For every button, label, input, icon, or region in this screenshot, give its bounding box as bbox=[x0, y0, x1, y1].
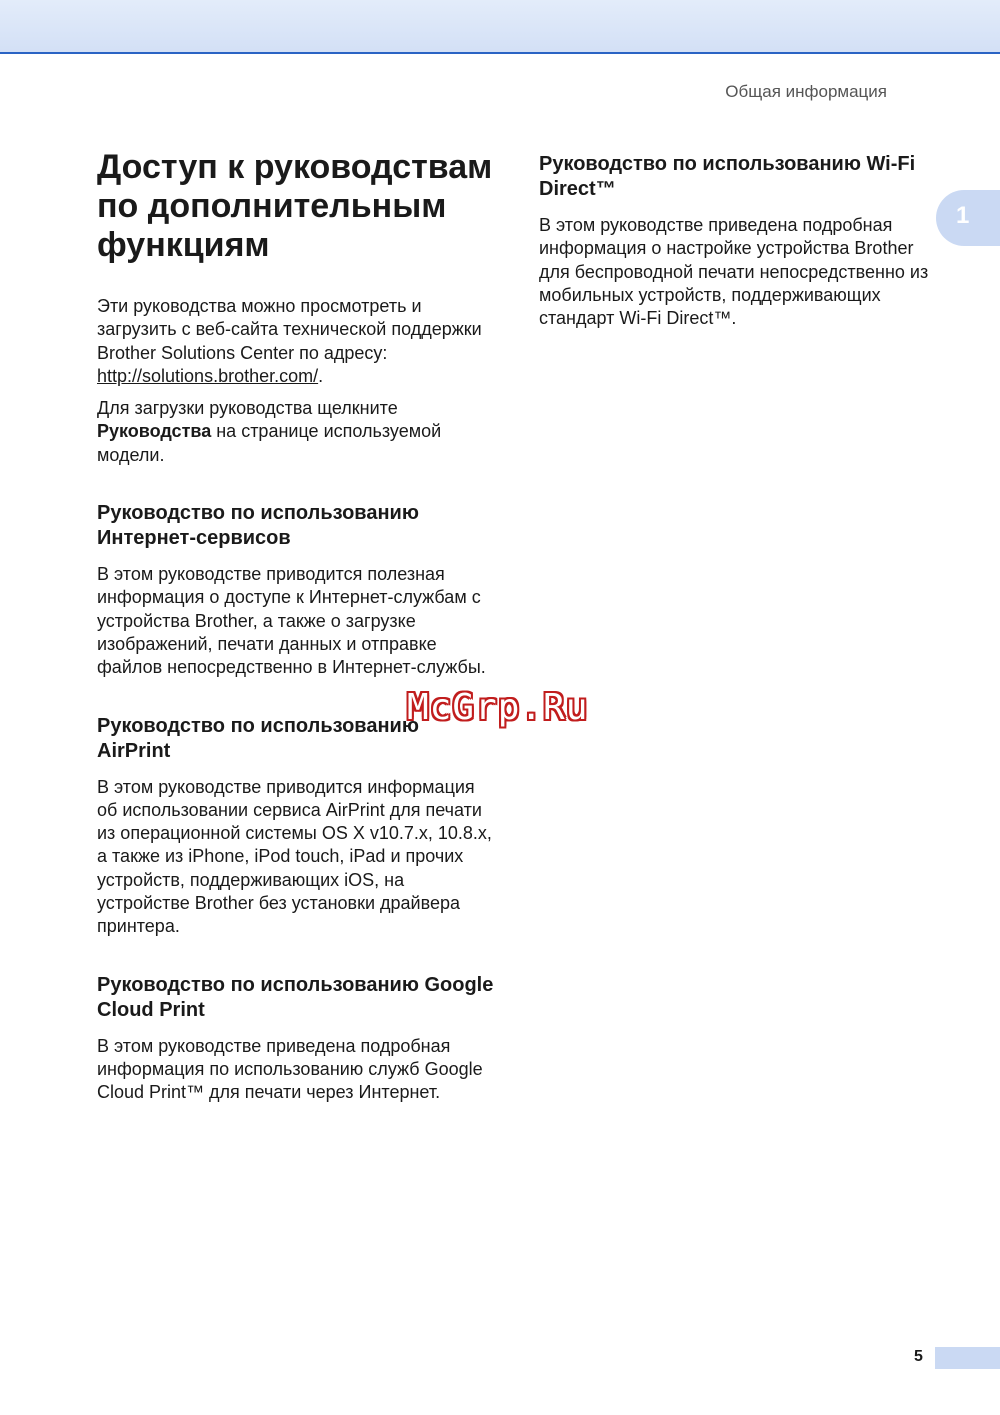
page-number-tab bbox=[935, 1347, 1000, 1369]
top-header-band bbox=[0, 0, 1000, 54]
section-heading: Руководство по использованию Google Cloud Print bbox=[97, 973, 494, 1021]
chapter-number: 1 bbox=[956, 202, 970, 229]
intro-paragraph-1 bbox=[97, 295, 497, 388]
manuals-bold-term: Руководства bbox=[97, 421, 212, 442]
section-web-connect bbox=[97, 501, 497, 679]
section-body: В этом руководстве приведена подробная информация о настройке устройства Brother для беспроводной печати непосредственно из мобильных устройств, поддерживающих стандарт Wi-Fi Direct™. bbox=[539, 215, 929, 329]
right-column bbox=[539, 152, 939, 339]
intro-text-end: на странице используемой модели. bbox=[97, 421, 442, 465]
section-heading: Руководство по использованию AirPrint bbox=[97, 714, 419, 762]
intro-text-end: . bbox=[318, 365, 324, 386]
chapter-tab bbox=[936, 190, 1000, 246]
section-heading: Руководство по использованию Интернет-сервисов bbox=[97, 502, 419, 550]
section-airprint bbox=[97, 714, 497, 939]
intro-paragraph-2 bbox=[97, 397, 497, 467]
intro-text: Эти руководства можно просмотреть и загрузить с веб-сайта технической поддержки Brother Solutions Center по адресу: bbox=[97, 296, 482, 363]
section-google-cloud-print bbox=[97, 973, 497, 1105]
solutions-center-link[interactable]: http://solutions.brother.com/ bbox=[97, 365, 319, 386]
section-body: В этом руководстве приведена подробная информация по использованию служб Google Cloud Print™ для печати через Интернет. bbox=[97, 1035, 483, 1103]
section-body: В этом руководстве приводится полезная информация о доступе к Интернет-службам с устройства Brother, а также о загрузке изображений, печати данных и отправке файлов непосредственно в Интернет-службы. bbox=[97, 564, 486, 678]
page-title: Доступ к руководствам по дополнительным функциям bbox=[97, 148, 493, 264]
section-body: В этом руководстве приводится информация об использовании сервиса AirPrint для печати из операционной системы OS X v10.7.x, 10.8.x, а также из iPhone, iPod touch, iPad и прочих устройств, поддерживающих iOS, на устройстве Brother без установки драйвера принтера. bbox=[97, 776, 492, 937]
section-wifi-direct bbox=[539, 152, 939, 330]
watermark-logo: McGrp.Ru bbox=[407, 687, 589, 728]
running-header-title: Общая информация bbox=[725, 82, 887, 101]
section-heading: Руководство по использованию Wi-Fi Direct™ bbox=[539, 153, 916, 200]
page-number: 5 bbox=[914, 1348, 923, 1365]
intro-text: Для загрузки руководства щелкните bbox=[97, 398, 398, 419]
left-column bbox=[97, 148, 497, 1114]
